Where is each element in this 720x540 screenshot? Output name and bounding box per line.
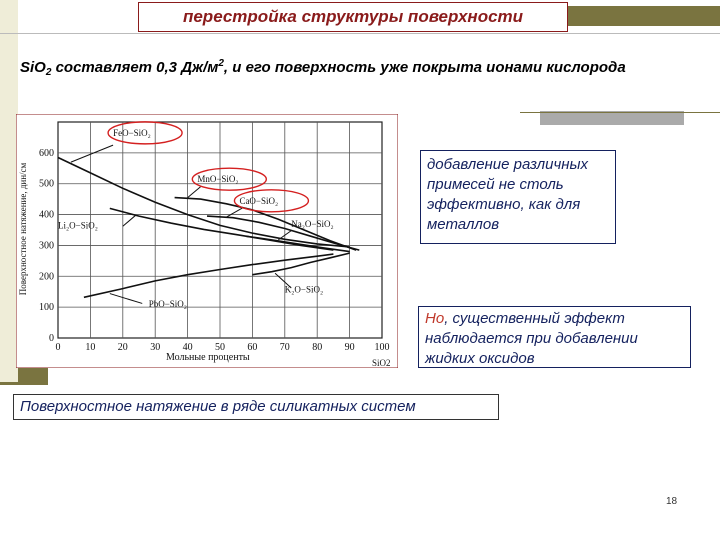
series-label: FeO−SiO₂ [113, 127, 151, 138]
x-tick-label: 70 [279, 342, 290, 353]
y-tick-label: 500 [39, 178, 54, 190]
slide-title: перестройка структуры поверхности [138, 2, 568, 32]
subtitle-part1: SiO [20, 59, 46, 76]
page-number: 18 [666, 496, 678, 507]
subtitle-sup: 2 [218, 58, 224, 69]
series-label: CaO−SiO₂ [239, 195, 279, 206]
figure-caption: Поверхностное натяжение в ряде силикатных систем [13, 394, 499, 420]
series-label: PbO−SiO₂ [148, 299, 187, 310]
right-olive-line [520, 112, 720, 113]
callout-additives: добавление различных примесей не столь эффективно, как для металлов [420, 150, 616, 244]
x-tick-label: 90 [344, 342, 355, 353]
x-axis-label: Мольные проценты [166, 352, 250, 363]
series-label: Li₂O−SiO₂ [58, 220, 98, 231]
y-tick-label: 300 [39, 240, 54, 252]
x-tick-label: 100 [374, 342, 390, 353]
x-tick-label: 60 [247, 342, 258, 353]
x-tick-label: 20 [117, 342, 128, 353]
y-tick-label: 100 [39, 302, 54, 314]
x-tick-label: 40 [182, 342, 193, 353]
series-label: K₂O−SiO₂ [284, 284, 324, 295]
callout-liquid-oxides [418, 306, 691, 368]
right-gray-bar [540, 111, 684, 125]
slide-subtitle [20, 54, 700, 83]
x-tick-label: 30 [150, 342, 161, 353]
top-gray-rule [0, 33, 720, 34]
x-tick-label: 50 [215, 342, 225, 353]
surface-tension-chart [16, 114, 398, 368]
subtitle-part3: , и его поверхность уже покрыта ионами кислорода [223, 59, 626, 76]
subtitle-part2: составляет 0,3 Дж/м [51, 59, 219, 76]
callout2-rest: , существенный эффект наблюдается при добавлении жидких оксидов [425, 310, 638, 367]
x-axis-end-label: SiO2 [372, 358, 391, 368]
x-tick-label: 10 [85, 342, 96, 353]
series-label: Na₂O−SiO₂ [291, 218, 334, 229]
y-tick-label: 200 [39, 271, 54, 283]
top-right-olive-bar [568, 6, 720, 26]
y-tick-label: 400 [39, 209, 54, 221]
left-olive-bottom-line [0, 382, 48, 385]
y-tick-label: 0 [49, 333, 54, 344]
x-tick-label: 80 [312, 342, 323, 353]
callout2-red-word: Но [425, 310, 445, 327]
x-tick-label: 0 [55, 342, 61, 353]
y-tick-label: 600 [39, 147, 54, 159]
series-label: MnO−SiO₂ [197, 174, 239, 185]
chart-frame [16, 114, 398, 368]
subtitle-sub: 2 [45, 67, 52, 78]
y-axis-label: Поверхностное натяжение, дин/см [18, 162, 28, 296]
